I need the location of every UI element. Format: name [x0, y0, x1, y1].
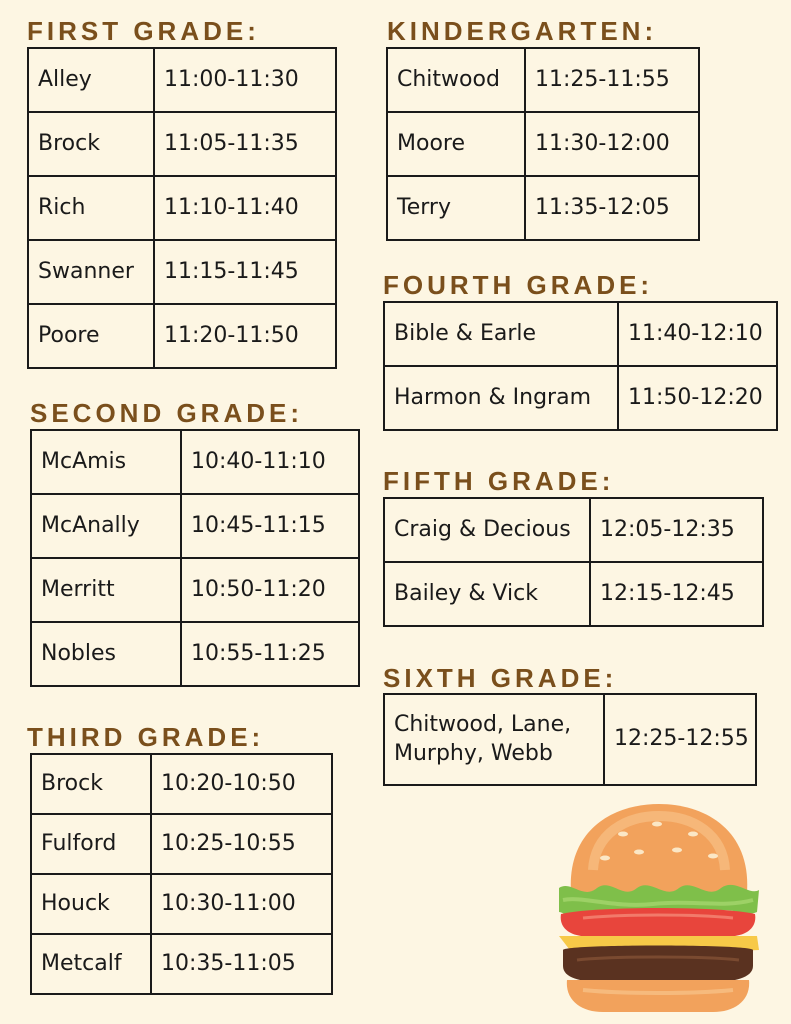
teacher-cell: McAmis [31, 430, 181, 494]
teacher-cell: Bible & Earle [384, 302, 618, 366]
time-cell: 11:50-12:20 [618, 366, 777, 430]
teacher-cell: Moore [387, 112, 525, 176]
teacher-cell: Houck [31, 874, 151, 934]
time-cell: 11:20-11:50 [154, 304, 336, 368]
fifth-grade-heading: FIFTH GRADE: [383, 466, 615, 496]
time-cell: 10:55-11:25 [181, 622, 359, 686]
time-cell: 10:30-11:00 [151, 874, 332, 934]
table-row [387, 48, 699, 112]
third-grade-heading: THIRD GRADE: [27, 722, 265, 752]
table-row [31, 874, 332, 934]
first-grade-heading: FIRST GRADE: [27, 16, 260, 46]
second-grade-heading: SECOND GRADE: [30, 398, 304, 428]
table-row [28, 176, 336, 240]
table-row [31, 494, 359, 558]
teacher-cell: Metcalf [31, 934, 151, 994]
time-cell: 10:35-11:05 [151, 934, 332, 994]
hamburger-icon [553, 800, 763, 1015]
teacher-cell: Rich [28, 176, 154, 240]
table-row [28, 240, 336, 304]
teacher-cell: Swanner [28, 240, 154, 304]
time-cell: 12:15-12:45 [590, 562, 763, 626]
time-cell: 11:05-11:35 [154, 112, 336, 176]
table-row [384, 694, 756, 785]
sixth-grade-heading: SIXTH GRADE: [383, 663, 618, 693]
time-cell: 11:35-12:05 [525, 176, 699, 240]
first-grade-table [27, 47, 337, 369]
teacher-cell: Brock [31, 754, 151, 814]
table-row [31, 814, 332, 874]
time-cell: 11:30-12:00 [525, 112, 699, 176]
time-cell: 11:25-11:55 [525, 48, 699, 112]
time-cell: 11:40-12:10 [618, 302, 777, 366]
table-row [31, 754, 332, 814]
table-row [384, 302, 777, 366]
teacher-cell: Fulford [31, 814, 151, 874]
teacher-cell: Chitwood, Lane, Murphy, Webb [384, 694, 604, 785]
table-row [31, 430, 359, 494]
fourth-grade-table [383, 301, 778, 431]
table-row [28, 304, 336, 368]
time-cell: 11:00-11:30 [154, 48, 336, 112]
kindergarten-table [386, 47, 700, 241]
teacher-cell: Harmon & Ingram [384, 366, 618, 430]
teacher-cell: McAnally [31, 494, 181, 558]
teacher-cell: Nobles [31, 622, 181, 686]
table-row [387, 112, 699, 176]
fourth-grade-heading: FOURTH GRADE: [383, 270, 654, 300]
teacher-cell: Merritt [31, 558, 181, 622]
teacher-cell: Terry [387, 176, 525, 240]
table-row [31, 558, 359, 622]
sixth-grade-table [383, 693, 757, 786]
teacher-cell: Brock [28, 112, 154, 176]
teacher-cell: Poore [28, 304, 154, 368]
table-row [387, 176, 699, 240]
time-cell: 11:15-11:45 [154, 240, 336, 304]
teacher-cell: Chitwood [387, 48, 525, 112]
time-cell: 12:25-12:55 [604, 694, 756, 785]
second-grade-table [30, 429, 360, 687]
table-row [31, 622, 359, 686]
time-cell: 10:50-11:20 [181, 558, 359, 622]
table-row [28, 112, 336, 176]
kindergarten-heading: KINDERGARTEN: [387, 16, 658, 46]
table-row [384, 498, 763, 562]
time-cell: 10:25-10:55 [151, 814, 332, 874]
table-row [384, 562, 763, 626]
time-cell: 11:10-11:40 [154, 176, 336, 240]
time-cell: 10:40-11:10 [181, 430, 359, 494]
table-row [31, 934, 332, 994]
fifth-grade-table [383, 497, 764, 627]
teacher-cell: Craig & Decious [384, 498, 590, 562]
time-cell: 12:05-12:35 [590, 498, 763, 562]
time-cell: 10:45-11:15 [181, 494, 359, 558]
time-cell: 10:20-10:50 [151, 754, 332, 814]
third-grade-table [30, 753, 333, 995]
table-row [28, 48, 336, 112]
teacher-cell: Alley [28, 48, 154, 112]
table-row [384, 366, 777, 430]
teacher-cell: Bailey & Vick [384, 562, 590, 626]
